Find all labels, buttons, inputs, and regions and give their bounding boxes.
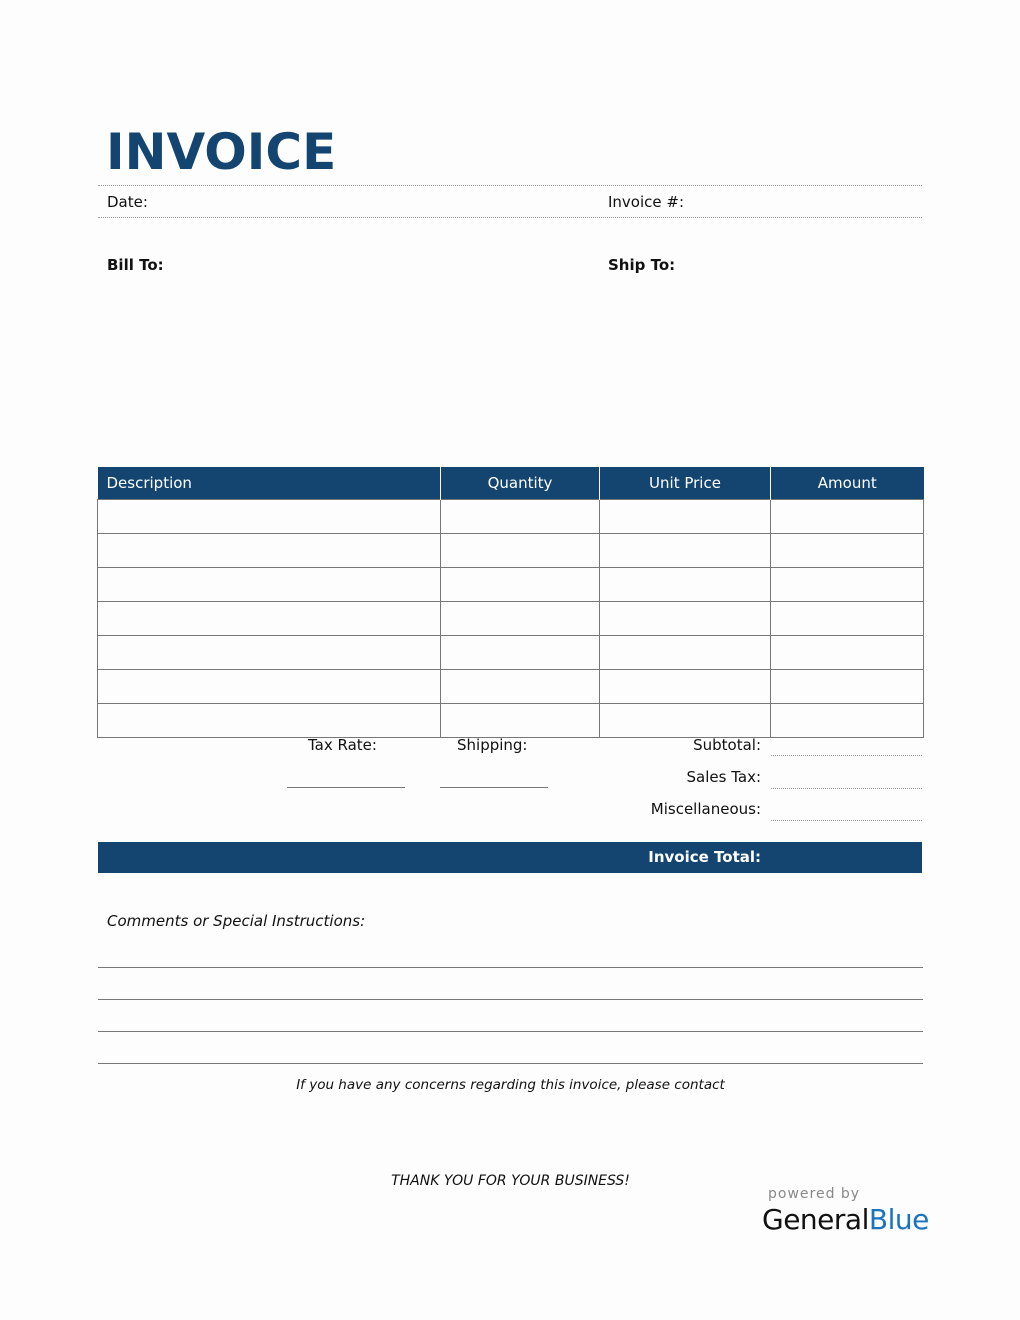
unit-price-cell[interactable]: [600, 500, 771, 534]
unit-price-cell[interactable]: [600, 704, 771, 738]
quantity-cell[interactable]: [441, 602, 600, 636]
comment-line[interactable]: [98, 1063, 923, 1064]
divider: [98, 217, 922, 218]
table-row: [98, 534, 924, 568]
quantity-cell[interactable]: [441, 670, 600, 704]
unit-price-cell[interactable]: [600, 636, 771, 670]
description-cell[interactable]: [98, 500, 441, 534]
subtotal-label: Subtotal:: [693, 736, 761, 754]
description-cell[interactable]: [98, 670, 441, 704]
table-row: [98, 670, 924, 704]
description-cell[interactable]: [98, 568, 441, 602]
comment-line[interactable]: [98, 999, 923, 1000]
quantity-cell[interactable]: [441, 500, 600, 534]
description-cell[interactable]: [98, 534, 441, 568]
powered-by-label: powered by: [768, 1186, 861, 1202]
comment-line[interactable]: [98, 1031, 923, 1032]
comments-label: Comments or Special Instructions:: [107, 912, 366, 930]
amount-cell[interactable]: [771, 534, 924, 568]
invoice-number-label: Invoice #:: [608, 193, 685, 211]
description-cell[interactable]: [98, 602, 441, 636]
column-unit-price: Unit Price: [600, 467, 771, 500]
thank-you-note: THANK YOU FOR YOUR BUSINESS!: [391, 1173, 630, 1189]
column-amount: Amount: [771, 467, 924, 500]
quantity-cell[interactable]: [441, 568, 600, 602]
logo-general: General: [762, 1203, 869, 1236]
date-label: Date:: [107, 193, 148, 211]
amount-cell[interactable]: [771, 568, 924, 602]
contact-note: If you have any concerns regarding this invoice, please contact: [296, 1077, 725, 1093]
shipping-field[interactable]: [440, 787, 548, 788]
quantity-cell[interactable]: [441, 636, 600, 670]
unit-price-cell[interactable]: [600, 602, 771, 636]
ship-to-label: Ship To:: [608, 256, 676, 274]
tax-rate-label: Tax Rate:: [308, 736, 377, 754]
column-description: Description: [98, 467, 441, 500]
divider: [98, 185, 922, 186]
amount-cell[interactable]: [771, 670, 924, 704]
misc-field[interactable]: [771, 820, 922, 821]
amount-cell[interactable]: [771, 636, 924, 670]
column-quantity: Quantity: [441, 467, 600, 500]
amount-cell[interactable]: [771, 500, 924, 534]
table-row: [98, 568, 924, 602]
generalblue-logo: [762, 1203, 929, 1236]
invoice-title: INVOICE: [106, 123, 337, 181]
amount-cell[interactable]: [771, 704, 924, 738]
shipping-label: Shipping:: [457, 736, 528, 754]
bill-to-label: Bill To:: [107, 256, 164, 274]
description-cell[interactable]: [98, 636, 441, 670]
tax-rate-field[interactable]: [287, 787, 405, 788]
subtotal-field[interactable]: [771, 755, 922, 756]
invoice-total-label: Invoice Total:: [648, 848, 761, 866]
unit-price-cell[interactable]: [600, 534, 771, 568]
table-row: [98, 500, 924, 534]
invoice-total-bar: [98, 842, 922, 873]
sales-tax-field[interactable]: [771, 788, 922, 789]
misc-label: Miscellaneous:: [650, 800, 761, 818]
comment-line[interactable]: [98, 967, 923, 968]
amount-cell[interactable]: [771, 602, 924, 636]
table-row: [98, 636, 924, 670]
table-row: [98, 602, 924, 636]
table-row: [98, 704, 924, 738]
sales-tax-label: Sales Tax:: [686, 768, 761, 786]
quantity-cell[interactable]: [441, 534, 600, 568]
unit-price-cell[interactable]: [600, 568, 771, 602]
logo-blue: Blue: [868, 1203, 929, 1236]
line-items-table: [97, 467, 924, 738]
unit-price-cell[interactable]: [600, 670, 771, 704]
description-cell[interactable]: [98, 704, 441, 738]
quantity-cell[interactable]: [441, 704, 600, 738]
